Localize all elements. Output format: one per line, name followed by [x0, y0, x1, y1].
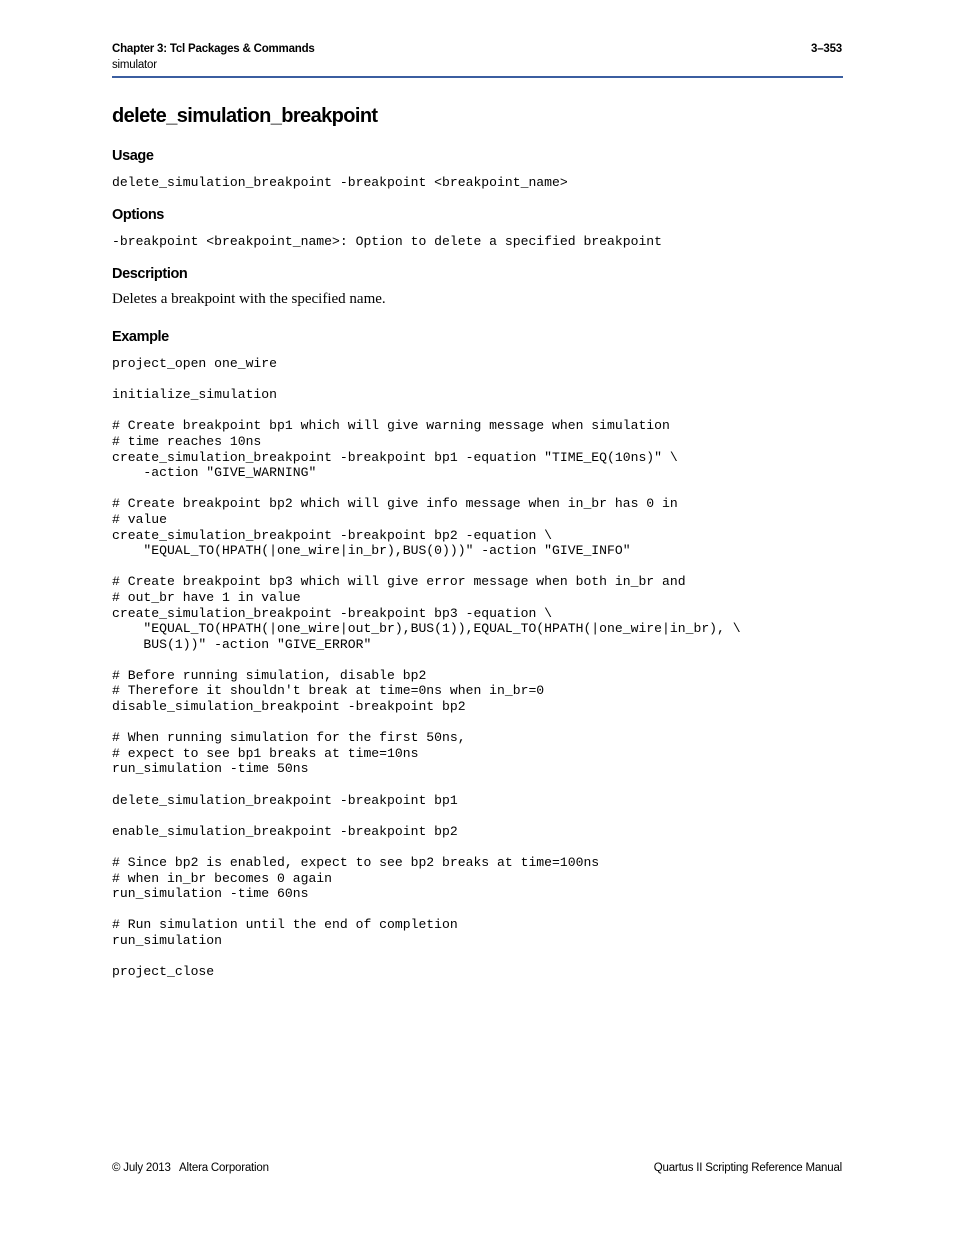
footer-manual-title: Quartus II Scripting Reference Manual	[653, 1162, 842, 1174]
usage-text: delete_simulation_breakpoint -breakpoint <breakpoint_name>	[112, 175, 568, 190]
header-page-number: 3–353	[811, 43, 842, 55]
description-text: Deletes a breakpoint with the specified name.	[112, 291, 386, 307]
page-title: delete_simulation_breakpoint	[112, 105, 378, 127]
example-heading: Example	[112, 329, 169, 345]
header-chapter: Chapter 3: Tcl Packages & Commands	[112, 43, 315, 55]
description-heading: Description	[112, 266, 188, 282]
example-code: project_open one_wire initialize_simulation # Create breakpoint bp1 which will give warning message when simulation # time reaches 10ns create_simulation_breakpoint -breakpoint bp1 -equation "TIME_EQ(10ns)" \ -action "GIVE_WARNING" # Create breakpoint bp2 which will give info message when in_br has 0 in # value create_simulation_breakpoint -breakpoint bp2 -equation \ "EQUAL_TO(HPATH(|one_wire|in_br),BUS(0)))" -action "GIVE_INFO" # Create breakpoint bp3 which will give error message when both in_br and # out_br have 1 in value create_simulation_breakpoint -breakpoint bp3 -equation \ "EQUAL_TO(HPATH(|one_wire|out_br),BUS(1)),EQUAL_TO(HPATH(|one_wire|in_br), \ BUS(1))" -action "GIVE_ERROR" # Before running simulation, disable bp2 # Therefore it shouldn't break at time=0ns when in_br=0 disable_simulation_breakpoint -breakpoint bp2 # When running simulation for the first 50ns, # expect to see bp1 breaks at time=10ns run_simulation -time 50ns delete_simulation_breakpoint -breakpoint bp1 enable_simulation_breakpoint -breakpoint bp2 # Since bp2 is enabled, expect to see bp2 breaks at time=100ns # when in_br becomes 0 again run_simulation -time 60ns # Run simulation until the end of completion run_simulation project_close	[112, 356, 741, 980]
header-rule	[112, 76, 843, 78]
options-text: -breakpoint <breakpoint_name>: Option to delete a specified breakpoint	[112, 234, 663, 249]
options-heading: Options	[112, 207, 164, 223]
header-section: simulator	[112, 59, 157, 71]
footer-copyright: © July 2013 Altera Corporation	[112, 1162, 269, 1174]
usage-heading: Usage	[112, 148, 154, 164]
